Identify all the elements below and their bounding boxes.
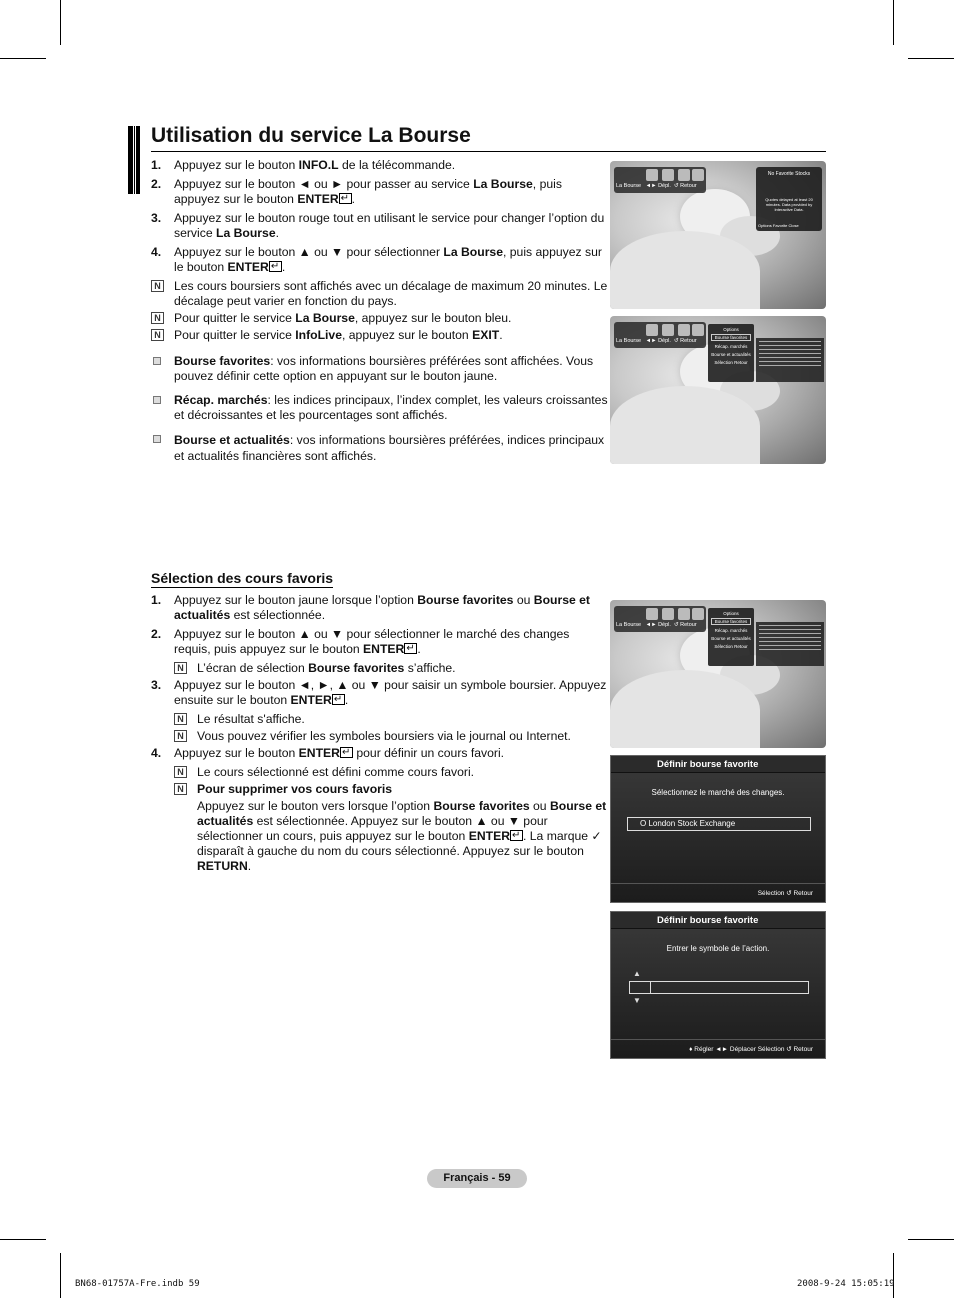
footer-file: BN68-01757A-Fre.indb 59: [75, 1279, 200, 1289]
enter-icon: [510, 830, 523, 841]
tv-toolbar: La Bourse ◄► Dépl. ↺ Retour: [614, 606, 706, 632]
down-arrow-icon[interactable]: ▼: [633, 996, 641, 1005]
dialog-select-exchange: Définir bourse favorite Sélectionnez le marché des changes. O London Stock Exchange Sélection ↺ Retour: [610, 755, 826, 903]
tv-screenshot-options-menu-2: [610, 600, 826, 748]
page-title: Utilisation du service La Bourse: [151, 124, 471, 147]
enter-icon: [340, 747, 353, 758]
bullet-bourse-favorites: Bourse favorites: vos informations boursières préférées sont affichées. Vous pouvez définir cette option en appuyant sur le bouton jaune.: [151, 354, 609, 384]
square-bullet-icon: [153, 357, 161, 365]
instructions-favorites: [151, 593, 609, 876]
step-1: 1. Appuyez sur le bouton INFO.L de la télécommande.: [151, 158, 456, 172]
note-icon: N: [151, 312, 164, 324]
bullet-bourse-actualites: Bourse et actualités: vos informations boursières préférées, indices principaux et actualités financières sont affichés.: [151, 432, 609, 464]
fav-note-3a: N Le résultat s'affiche.: [151, 712, 609, 727]
favorite-stocks-panel: No Favorite Stocks Quotes delayed at least 20 minutes. Data provided by Interactive Data. Options Favorite Close: [756, 167, 822, 231]
crop-mark: [60, 0, 61, 45]
step-3: 3. Appuyez sur le bouton rouge tout en utilisant le service pour changer l’option du service La Bourse.: [151, 211, 605, 240]
note-icon: N: [174, 662, 187, 674]
exchange-option[interactable]: O London Stock Exchange: [627, 817, 811, 831]
note-icon: N: [174, 766, 187, 778]
step-2: 2. Appuyez sur le bouton ◄ ou ► pour passer au service La Bourse, puis appuyez sur le bouton ENTER↵ .: [151, 177, 609, 207]
fav-note-4b: N Pour supprimer vos cours favoris: [151, 782, 609, 797]
crop-mark: [908, 58, 954, 59]
note-delay: N Les cours boursiers sont affichés avec un décalage de maximum 20 minutes. Le décalage peut varier en fonction du pays.: [151, 279, 609, 309]
enter-icon: [339, 193, 352, 204]
note-icon: N: [174, 713, 187, 725]
up-arrow-icon[interactable]: ▲: [633, 969, 641, 978]
bullet-recap-marches: Récap. marchés: les indices principaux, l’index complet, les valeurs croissantes et décroissantes et les pourcentages sont affichés.: [151, 393, 609, 423]
fav-step-3: 3. Appuyez sur le bouton ◄, ►, ▲ ou ▼ pour saisir un symbole boursier. Appuyez ensuite sur le bouton ENTER↵ .: [151, 678, 609, 708]
side-bar-decoration: [128, 126, 140, 194]
page-number-badge: Français - 59: [427, 1169, 527, 1188]
crop-mark: [0, 1239, 46, 1240]
crop-mark: [0, 58, 46, 59]
fav-note-3b: N Vous pouvez vérifier les symboles boursiers via le journal ou Internet.: [151, 729, 609, 744]
crop-mark: [908, 1239, 954, 1240]
enter-icon: [404, 643, 417, 654]
note-icon: N: [174, 730, 187, 742]
instructions-main: [151, 158, 609, 464]
note-icon: N: [174, 783, 187, 795]
fav-note-4b-body: Appuyez sur le bouton vers lorsque l’option Bourse favorites ou Bourse et actualités est sélectionnée. Appuyez sur le bouton ▲ ou ▼ pour sélectionner un cours, puis appuyez sur le bouton ENTER↵ . La marque ✓ disparaît à gauche du nom du cours sélectionné. Appuyez sur le bouton RETURN.: [151, 799, 609, 874]
square-bullet-icon: [153, 435, 161, 443]
options-menu: Options Bourse favorites Récap. marchés Bourse et actualités Sélection Retour: [708, 324, 754, 382]
enter-icon: [269, 261, 282, 272]
enter-icon: [332, 694, 345, 705]
footer-date: 2008-9-24 15:05:19: [797, 1279, 895, 1289]
fav-step-2: 2. Appuyez sur le bouton ▲ ou ▼ pour sélectionner le marché des changes requis, puis appuyez sur le bouton ENTER↵ .: [151, 627, 609, 657]
crop-mark: [893, 1253, 894, 1298]
title-rule: [151, 151, 826, 152]
section-title: Sélection des cours favoris: [151, 570, 334, 586]
note-icon: N: [151, 280, 164, 292]
tv-toolbar: La Bourse ◄► Dépl. ↺ Retour: [614, 322, 706, 348]
note-quit-infolive: N Pour quitter le service InfoLive, appuyez sur le bouton EXIT.: [151, 328, 609, 343]
fav-step-4: 4. Appuyez sur le bouton ENTER↵ pour définir un cours favori.: [151, 746, 609, 761]
dialog-enter-symbol: Définir bourse favorite Entrer le symbole de l’action. ▲ ▼ ♦ Régler ◄► Déplacer Sélection ↺ Retour: [610, 911, 826, 1059]
symbol-input[interactable]: [629, 981, 809, 994]
note-icon: N: [151, 329, 164, 341]
crop-mark: [893, 0, 894, 45]
note-quit-bourse: N Pour quitter le service La Bourse, appuyez sur le bouton bleu.: [151, 311, 609, 326]
stock-list: [756, 622, 824, 666]
square-bullet-icon: [153, 396, 161, 404]
crop-mark: [60, 1253, 61, 1298]
fav-step-1: 1. Appuyez sur le bouton jaune lorsque l’option Bourse favorites ou Bourse et actualités est sélectionnée.: [151, 593, 590, 622]
fav-note-4a: N Le cours sélectionné est défini comme cours favori.: [151, 765, 609, 780]
tv-toolbar: La Bourse ◄► Dépl. ↺ Retour: [614, 167, 706, 193]
tv-screenshot-no-favorites: [610, 161, 826, 309]
stock-list: [756, 338, 824, 382]
tv-screenshot-options-menu: [610, 316, 826, 464]
fav-note-2: N L’écran de sélection Bourse favorites s’affiche.: [151, 661, 609, 676]
step-4: 4. Appuyez sur le bouton ▲ ou ▼ pour sélectionner La Bourse, puis appuyez sur le bouton ENTER↵ .: [151, 245, 609, 275]
options-menu: Options Bourse favorites Récap. marchés Bourse et actualités Sélection Retour: [708, 608, 754, 666]
